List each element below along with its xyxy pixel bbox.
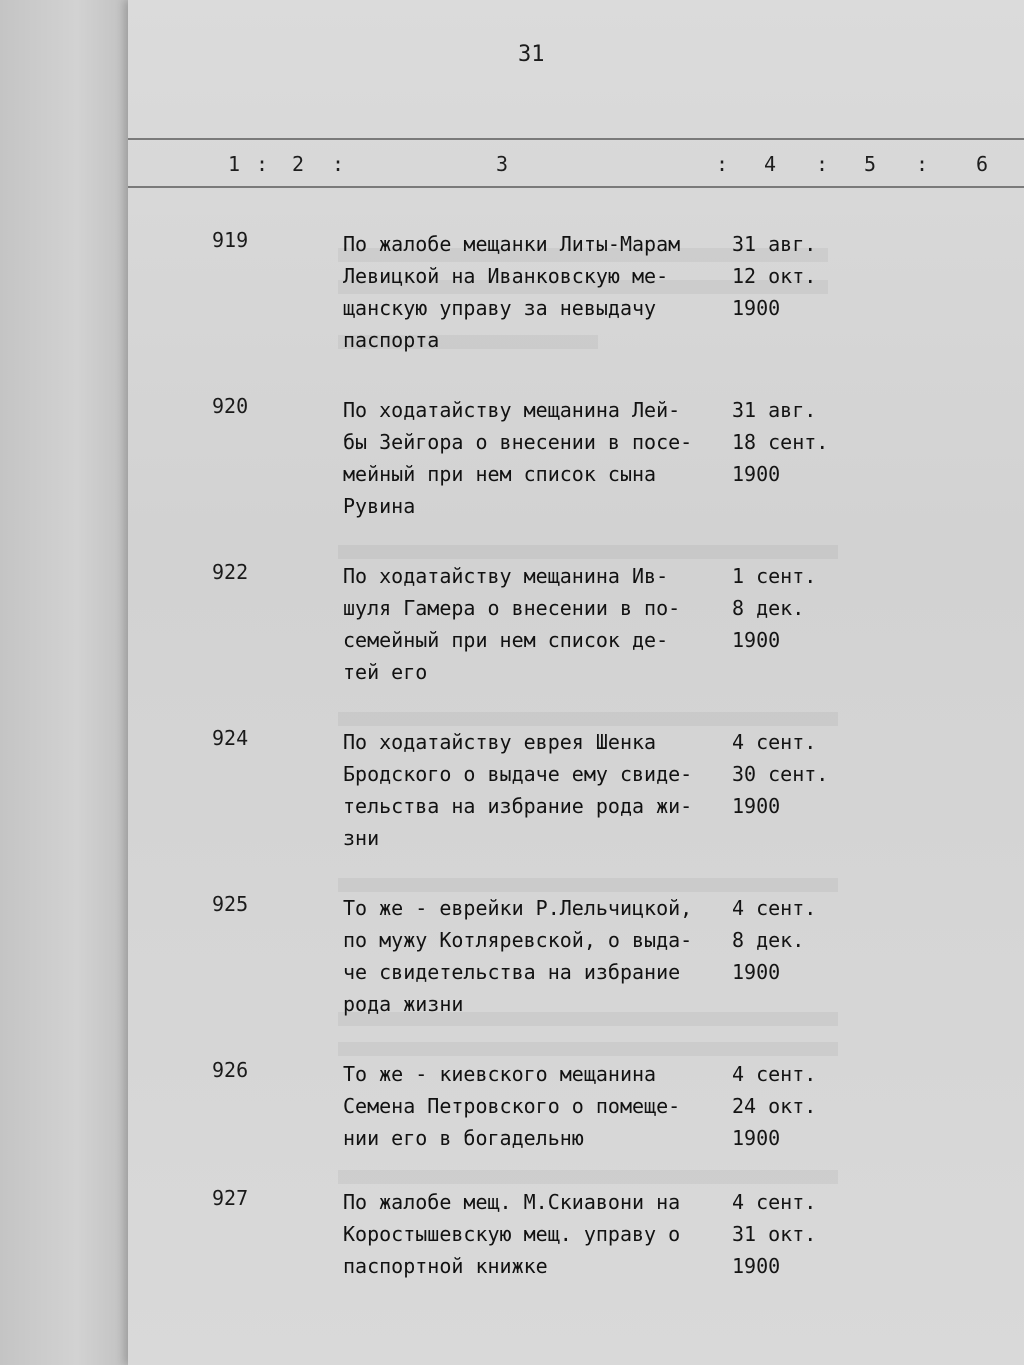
entry-dates xyxy=(732,394,902,490)
year: 1900 xyxy=(732,1254,781,1278)
year: 1900 xyxy=(732,794,781,818)
description-line: тельства на избрание рода жи- xyxy=(343,794,693,818)
description-line: По жалобе мещанки Литы-Марам xyxy=(343,232,681,256)
description-line: семейный при нем список де- xyxy=(343,628,669,652)
previous-page-fold xyxy=(0,0,130,1365)
bleed-through-line xyxy=(338,1042,838,1056)
start-date: 4 сент. xyxy=(732,896,817,920)
year: 1900 xyxy=(732,1126,781,1150)
year: 1900 xyxy=(732,628,781,652)
description-line: То же - еврейки Р.Лельчицкой, xyxy=(343,896,693,920)
description-line: тей его xyxy=(343,660,428,684)
description-line: зни xyxy=(343,826,380,850)
entry-dates xyxy=(732,228,902,324)
description-line: по мужу Котляревской, о выда- xyxy=(343,928,693,952)
description-line: Рувина xyxy=(343,494,416,518)
bleed-through-line xyxy=(338,545,838,559)
description-line: шуля Гамера о внесении в по- xyxy=(343,596,681,620)
end-date: 31 окт. xyxy=(732,1222,817,1246)
entry-number: 926 xyxy=(212,1058,249,1082)
entry-number: 919 xyxy=(212,228,249,252)
entry-description xyxy=(343,228,723,356)
end-date: 8 дек. xyxy=(732,596,805,620)
description-line: нии его в богадельню xyxy=(343,1126,584,1150)
start-date: 1 сент. xyxy=(732,564,817,588)
description-line: Левицкой на Иванковскую ме- xyxy=(343,264,669,288)
document-page xyxy=(128,0,1024,1365)
column-separator: : xyxy=(332,152,345,176)
start-date: 4 сент. xyxy=(732,1062,817,1086)
bleed-through-line xyxy=(338,1170,838,1184)
page-number: 31 xyxy=(518,42,545,67)
column-header-5: 5 xyxy=(864,152,877,176)
column-header-2: 2 xyxy=(292,152,305,176)
column-header-1: 1 xyxy=(228,152,241,176)
entry-dates xyxy=(732,726,902,822)
entry-description xyxy=(343,1058,723,1154)
entry-description xyxy=(343,726,723,854)
entry-number: 925 xyxy=(212,892,249,916)
column-separator: : xyxy=(816,152,829,176)
description-line: По ходатайству еврея Шенка xyxy=(343,730,657,754)
end-date: 18 сент. xyxy=(732,430,829,454)
bleed-through-line xyxy=(338,878,838,892)
entry-number: 920 xyxy=(212,394,249,418)
column-header-4: 4 xyxy=(764,152,777,176)
description-line: Бродского о выдаче ему свиде- xyxy=(343,762,693,786)
description-line: По ходатайству мещанина Лей- xyxy=(343,398,681,422)
column-separator: : xyxy=(256,152,269,176)
end-date: 30 сент. xyxy=(732,762,829,786)
description-line: рода жизни xyxy=(343,992,464,1016)
entry-dates xyxy=(732,560,902,656)
start-date: 31 авг. xyxy=(732,398,817,422)
year: 1900 xyxy=(732,960,781,984)
description-line: бы Зейгора о внесении в посе- xyxy=(343,430,693,454)
description-line: паспорта xyxy=(343,328,440,352)
column-header-6: 6 xyxy=(976,152,989,176)
entry-number: 924 xyxy=(212,726,249,750)
column-separator: : xyxy=(916,152,929,176)
entry-description xyxy=(343,394,723,522)
end-date: 24 окт. xyxy=(732,1094,817,1118)
bleed-through-line xyxy=(338,712,838,726)
column-header-row xyxy=(128,138,1024,188)
description-line: паспортной книжке xyxy=(343,1254,548,1278)
start-date: 4 сент. xyxy=(732,730,817,754)
column-header-3: 3 xyxy=(496,152,509,176)
description-line: щанскую управу за невыдачу xyxy=(343,296,657,320)
entry-number: 927 xyxy=(212,1186,249,1210)
entry-dates xyxy=(732,892,902,988)
end-date: 8 дек. xyxy=(732,928,805,952)
year: 1900 xyxy=(732,462,781,486)
entry-description xyxy=(343,560,723,688)
description-line: че свидетельства на избрание xyxy=(343,960,681,984)
entry-dates xyxy=(732,1186,902,1282)
start-date: 31 авг. xyxy=(732,232,817,256)
description-line: Коростышевскую мещ. управу о xyxy=(343,1222,681,1246)
description-line: По ходатайству мещанина Ив- xyxy=(343,564,669,588)
description-line: По жалобе мещ. М.Скиавони на xyxy=(343,1190,681,1214)
previous-page-edge xyxy=(0,0,140,1365)
start-date: 4 сент. xyxy=(732,1190,817,1214)
description-line: То же - киевского мещанина xyxy=(343,1062,657,1086)
entry-dates xyxy=(732,1058,902,1154)
description-line: Семена Петровского о помеще- xyxy=(343,1094,681,1118)
end-date: 12 окт. xyxy=(732,264,817,288)
description-line: мейный при нем список сына xyxy=(343,462,657,486)
column-separator: : xyxy=(716,152,729,176)
entry-description xyxy=(343,892,723,1020)
entry-number: 922 xyxy=(212,560,249,584)
entry-description xyxy=(343,1186,723,1282)
year: 1900 xyxy=(732,296,781,320)
